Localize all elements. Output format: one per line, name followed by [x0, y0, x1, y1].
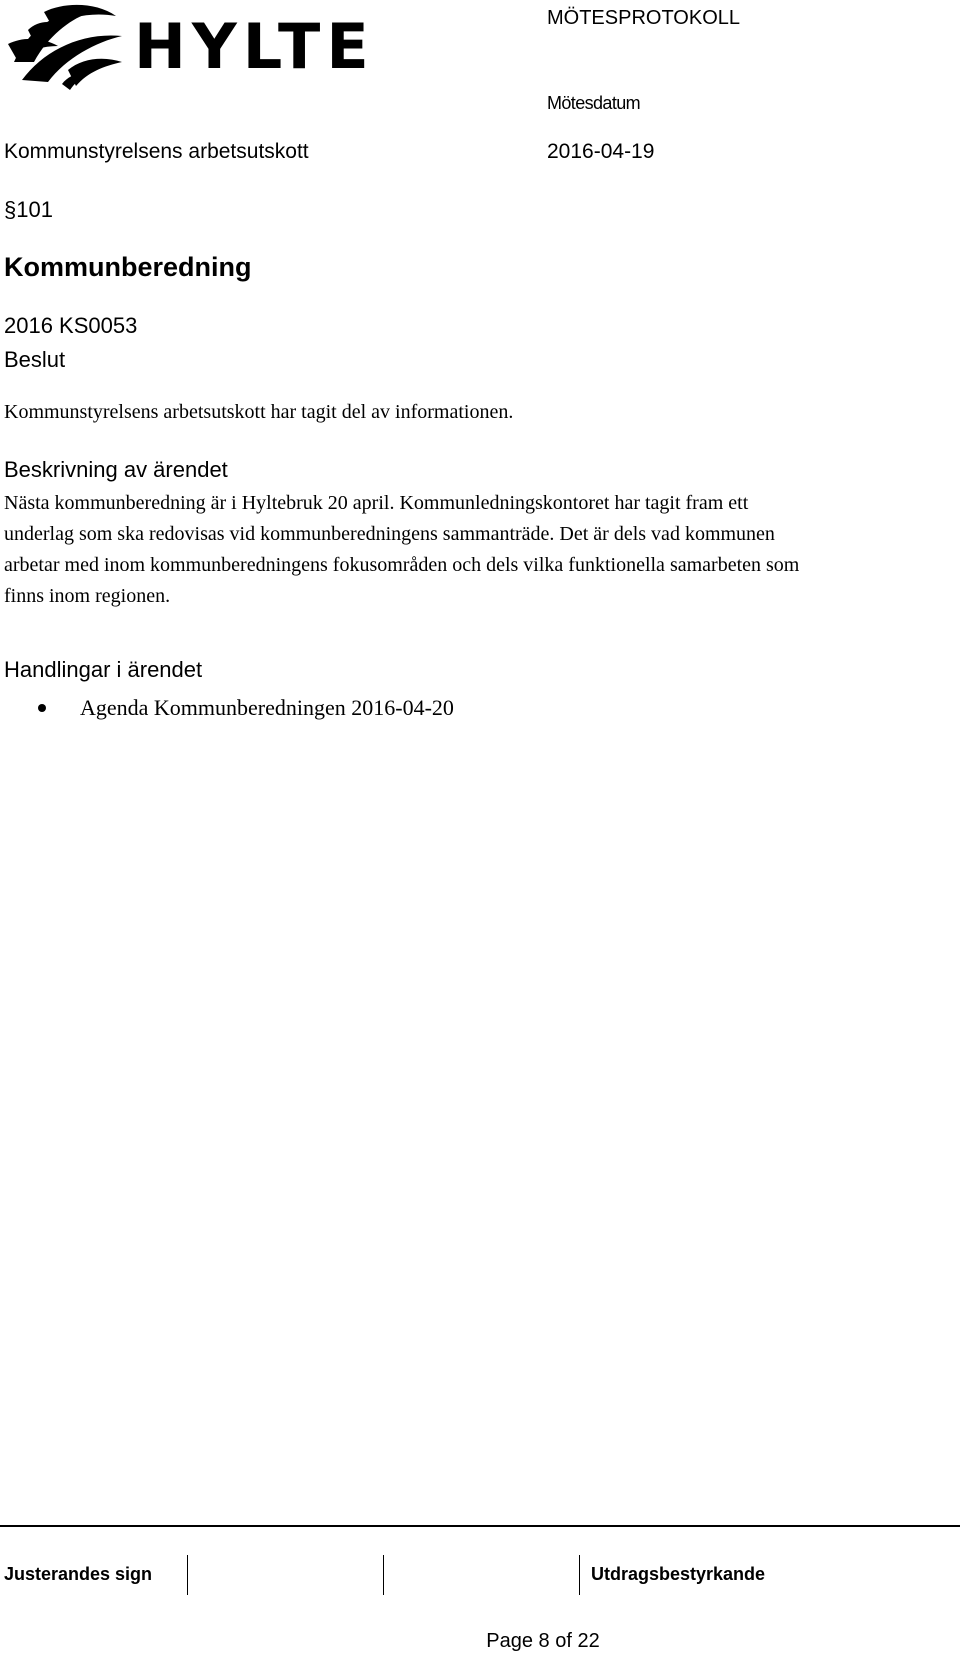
logo-wordmark: HYLTE: [134, 10, 375, 83]
hylte-logo: [4, 0, 375, 92]
hylte-emblem-icon: [4, 0, 134, 92]
decision-heading: Beslut: [4, 347, 66, 372]
description-line: underlag som ska redovisas vid kommunberedningens sammanträde. Det är dels vad kommunen: [4, 523, 775, 545]
document-type: MÖTESPROTOKOLL: [547, 7, 741, 29]
footer-divider: [0, 1525, 960, 1527]
case-number: 2016 KS0053: [4, 313, 138, 338]
description-line: finns inom regionen.: [4, 585, 171, 607]
meeting-date-label: Mötesdatum: [547, 93, 641, 113]
description-heading: Beskrivning av ärendet: [4, 457, 228, 482]
page-title: Kommunberedning: [4, 252, 252, 282]
description-line: Nästa kommunberedning är i Hyltebruk 20 april. Kommunledningskontoret har tagit fram ett: [4, 492, 749, 514]
bullet-icon: [38, 704, 46, 712]
meeting-date: 2016-04-19: [547, 140, 655, 163]
adjuster-signature-label: Justerandes sign: [4, 1564, 153, 1584]
description-text: [4, 488, 954, 612]
signature-box-divider: [187, 1555, 188, 1595]
committee-name: Kommunstyrelsens arbetsutskott: [4, 140, 309, 163]
signature-box-divider: [383, 1555, 384, 1595]
page-number: Page 8 of 22: [486, 1630, 600, 1652]
decision-text: Kommunstyrelsens arbetsutskott har tagit del av informationen.: [4, 401, 514, 423]
extract-certification-label: Utdragsbestyrkande: [591, 1564, 766, 1584]
documents-heading: Handlingar i ärendet: [4, 657, 203, 682]
signature-box-divider: [579, 1555, 580, 1595]
document-item-label: Agenda Kommunberedningen 2016-04-20: [80, 695, 454, 720]
paragraph-number: §101: [4, 197, 53, 222]
description-line: arbetar med inom kommunberedningens fokusområden och dels vilka funktionella samarbeten som: [4, 554, 800, 576]
